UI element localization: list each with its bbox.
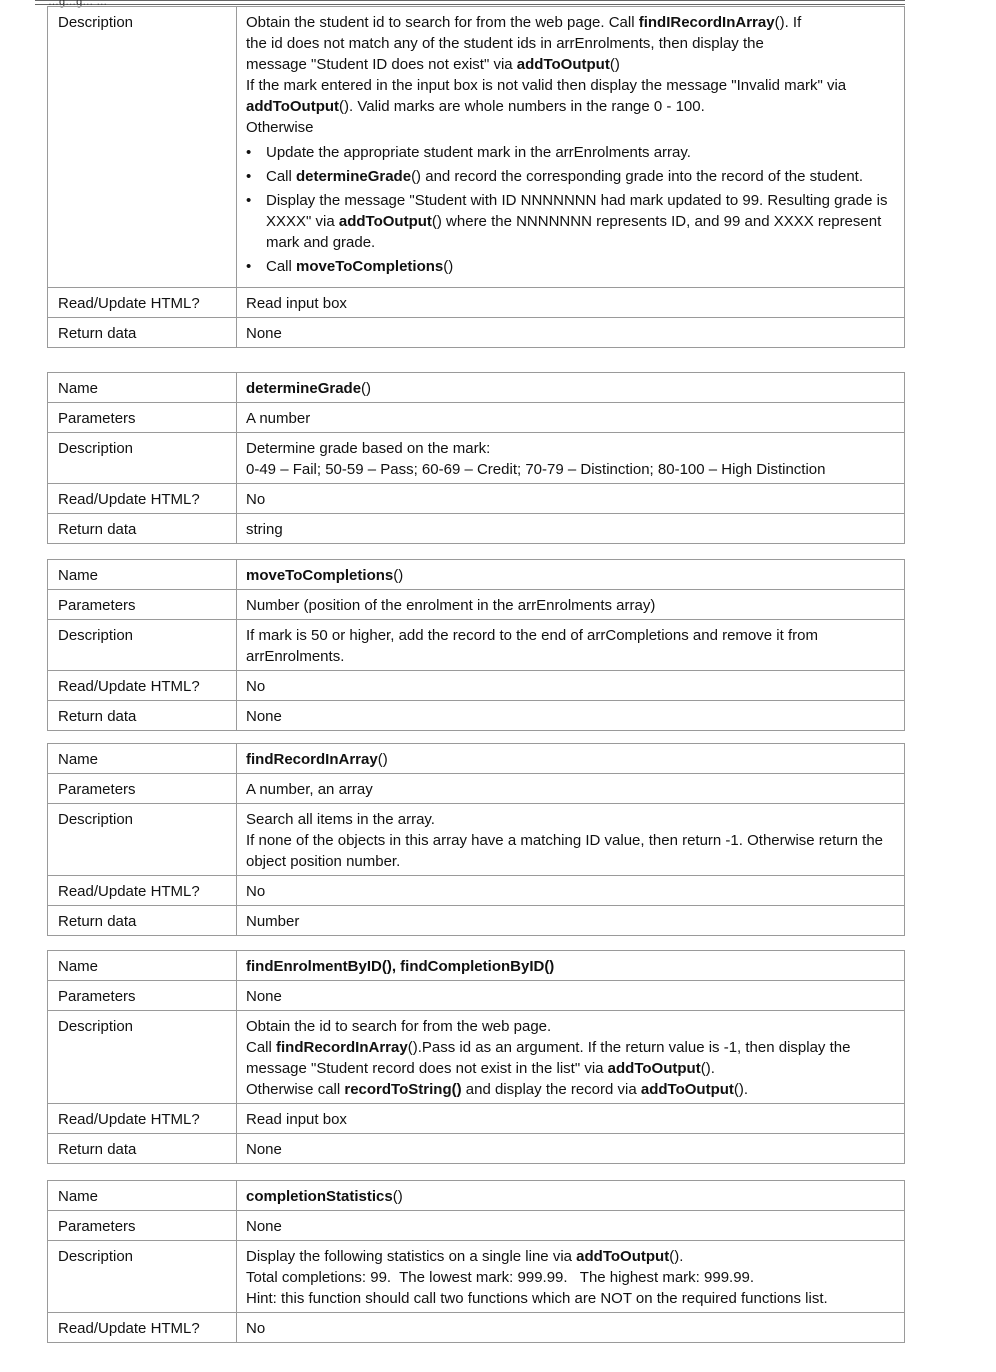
description-line — [246, 1037, 896, 1079]
function-ref: addToOutput — [516, 56, 610, 73]
spec-table-move-to-completions — [47, 559, 905, 731]
description-text-part: () and record the corresponding grade into the record of the student. — [411, 168, 864, 185]
description-line: Search all items in the array. — [246, 811, 435, 828]
description-cell — [237, 1011, 905, 1104]
cut-off-heading: …g…g… … — [48, 0, 108, 8]
bullet-item — [246, 190, 896, 253]
table-row — [48, 981, 905, 1011]
description-line — [246, 117, 896, 138]
function-name-parens: () — [361, 380, 372, 397]
description-text-part: Update the appropriate student mark in the arrEnrolments array. — [266, 144, 691, 161]
description-bullets — [246, 142, 896, 277]
description-text-part: Obtain the id to search for from the web page. — [246, 1018, 552, 1035]
table-row — [48, 1134, 905, 1164]
function-name — [237, 560, 905, 590]
table-row — [48, 620, 905, 671]
function-ref: addToOutput — [576, 1248, 670, 1265]
function-ref: addToOutput — [338, 213, 432, 230]
spec-table-determine-grade — [47, 372, 905, 544]
table-row — [48, 7, 905, 288]
row-label-description: Description — [48, 804, 237, 876]
table-row — [48, 671, 905, 701]
table-row — [48, 590, 905, 620]
description-text-part: Otherwise — [246, 119, 314, 136]
spec-table-update-mark — [47, 6, 905, 348]
function-ref: findIRecordInArray — [638, 14, 775, 31]
function-name-parens: () — [392, 1188, 403, 1205]
row-label-return-data: Return data — [48, 514, 237, 544]
description-text-part: () — [443, 258, 454, 275]
function-name-bold: findEnrolmentByID(), findCompletionByID() — [246, 958, 555, 975]
description-text-part: () where the NNNNNNN represents ID, and 99 and XXXX represent mark and grade. — [266, 213, 882, 251]
row-label-description: Description — [48, 7, 237, 288]
row-label-description: Description — [48, 1011, 237, 1104]
description-text-part: (). — [669, 1248, 684, 1265]
spec-table-find-by-id — [47, 950, 905, 1164]
table-row — [48, 318, 905, 348]
table-row — [48, 373, 905, 403]
row-label-parameters: Parameters — [48, 981, 237, 1011]
table-row — [48, 560, 905, 590]
table-row — [48, 876, 905, 906]
table-row — [48, 403, 905, 433]
function-ref: addToOutput — [246, 98, 340, 115]
function-ref: determineGrade — [296, 168, 412, 185]
description-cell — [237, 7, 905, 288]
read-update-value: No — [237, 671, 905, 701]
description-text — [246, 1016, 896, 1100]
function-ref: addToOutput — [607, 1060, 701, 1077]
parameters-value: None — [237, 1211, 905, 1241]
row-label-description: Description — [48, 620, 237, 671]
description-line — [246, 54, 896, 75]
row-label-return-data: Return data — [48, 906, 237, 936]
description-text-part: (). — [733, 1081, 749, 1098]
function-name — [237, 1181, 905, 1211]
description-text-part: and display the record via — [461, 1081, 641, 1098]
description-text-part: Otherwise call — [246, 1081, 345, 1098]
description-text: If mark is 50 or higher, add the record to the end of arrCompletions and remove it from arrEnrolments. — [237, 620, 905, 671]
description-text-part: (). — [700, 1060, 715, 1077]
parameters-value: None — [237, 981, 905, 1011]
parameters-value: A number — [237, 403, 905, 433]
description-cell — [237, 433, 905, 484]
description-cell — [237, 804, 905, 876]
function-ref: recordToString() — [344, 1081, 462, 1098]
description-text-part: the id does not match any of the student ids in arrEnrolments, then display the — [246, 35, 764, 52]
grade-ranges: 0-49 – Fail; 50-59 – Pass; 60-69 – Credit; 70-79 – Distinction; 80-100 – High Distinction — [246, 461, 826, 478]
read-update-value: No — [237, 484, 905, 514]
description-text-part: If the mark entered in the input box is not valid then display the message "Invalid mark" via — [246, 77, 847, 94]
row-label-return-data: Return data — [48, 1134, 237, 1164]
table-row — [48, 288, 905, 318]
description-line: If none of the objects in this array have a matching ID value, then return -1. Otherwise return the object position number. — [246, 832, 884, 870]
row-label-name: Name — [48, 744, 237, 774]
description-text — [246, 12, 896, 138]
description-text-part: (). Valid marks are whole numbers in the range 0 - 100. — [339, 98, 705, 115]
row-label-name: Name — [48, 1181, 237, 1211]
function-ref: findRecordInArray — [276, 1039, 408, 1056]
table-row — [48, 1211, 905, 1241]
function-name-bold: findRecordInArray — [246, 751, 378, 768]
table-row — [48, 484, 905, 514]
description-line — [246, 1079, 896, 1100]
table-row — [48, 744, 905, 774]
row-label-parameters: Parameters — [48, 590, 237, 620]
description-text-part: Obtain the student id to search for from the web page. Call — [246, 14, 639, 31]
function-name-parens: () — [393, 567, 404, 584]
read-update-value: No — [237, 1313, 905, 1343]
hint-line: Hint: this function should call two functions which are NOT on the required functions list. — [246, 1290, 828, 1307]
statistics-format-line: Total completions: 99. The lowest mark: 999.99. The highest mark: 999.99. — [246, 1269, 755, 1286]
table-row — [48, 1313, 905, 1343]
row-label-parameters: Parameters — [48, 1211, 237, 1241]
return-data-value: string — [237, 514, 905, 544]
function-name — [237, 373, 905, 403]
bullet-item — [246, 256, 896, 277]
row-label-description: Description — [48, 1241, 237, 1313]
description-text-part: message "Student ID does not exist" via — [246, 56, 517, 73]
row-label-read-update: Read/Update HTML? — [48, 288, 237, 318]
return-data-value: None — [237, 318, 905, 348]
row-label-name: Name — [48, 373, 237, 403]
row-label-return-data: Return data — [48, 318, 237, 348]
table-row — [48, 701, 905, 731]
row-label-parameters: Parameters — [48, 774, 237, 804]
bullet-item — [246, 142, 896, 163]
description-text-part: ().Pass id as an argument. If the return value is -1, then display the message "Student record does not exist in the list" via — [246, 1039, 851, 1077]
row-label-read-update: Read/Update HTML? — [48, 1313, 237, 1343]
table-row — [48, 951, 905, 981]
description-text-part: Call — [266, 168, 297, 185]
description-text-part: () — [609, 56, 620, 73]
spec-table-completion-statistics — [47, 1180, 905, 1343]
description-line — [246, 1246, 896, 1267]
row-label-description: Description — [48, 433, 237, 484]
table-row — [48, 514, 905, 544]
function-ref: addToOutput — [640, 1081, 734, 1098]
table-row — [48, 1104, 905, 1134]
row-label-name: Name — [48, 560, 237, 590]
function-name — [237, 951, 905, 981]
function-name-bold: determineGrade — [246, 380, 362, 397]
parameters-value: A number, an array — [237, 774, 905, 804]
spec-table-find-record-in-array — [47, 743, 905, 936]
row-label-read-update: Read/Update HTML? — [48, 671, 237, 701]
description-text-part: Display the following statistics on a single line via — [246, 1248, 577, 1265]
description-text-part: (). If — [774, 14, 802, 31]
row-label-return-data: Return data — [48, 701, 237, 731]
function-ref: moveToCompletions — [296, 258, 444, 275]
function-name-parens: () — [377, 751, 388, 768]
table-row — [48, 1011, 905, 1104]
top-page-border — [35, 0, 905, 8]
table-row — [48, 1181, 905, 1211]
return-data-value: None — [237, 701, 905, 731]
description-text-part: Display the message "Student with ID NNNNNNN had mark updated to 99. Resulting grade is XXXX" via — [266, 192, 888, 230]
read-update-value: Read input box — [237, 288, 905, 318]
parameters-value: Number (position of the enrolment in the arrEnrolments array) — [237, 590, 905, 620]
description-line — [246, 1016, 896, 1037]
table-row — [48, 433, 905, 484]
bullet-item — [246, 166, 896, 187]
read-update-value: Read input box — [237, 1104, 905, 1134]
row-label-name: Name — [48, 951, 237, 981]
description-line — [246, 33, 896, 54]
row-label-read-update: Read/Update HTML? — [48, 876, 237, 906]
return-data-value: Number — [237, 906, 905, 936]
description-text-part: Call — [266, 258, 297, 275]
function-name — [237, 744, 905, 774]
description-text-part: Call — [246, 1039, 277, 1056]
row-label-parameters: Parameters — [48, 403, 237, 433]
description-cell — [237, 1241, 905, 1313]
row-label-read-update: Read/Update HTML? — [48, 484, 237, 514]
table-row — [48, 774, 905, 804]
table-row — [48, 1241, 905, 1313]
description-line — [246, 75, 896, 96]
return-data-value: None — [237, 1134, 905, 1164]
function-name-bold: moveToCompletions — [246, 567, 394, 584]
description-line — [246, 96, 896, 117]
table-row — [48, 804, 905, 876]
row-label-read-update: Read/Update HTML? — [48, 1104, 237, 1134]
description-line — [246, 12, 896, 33]
table-row — [48, 906, 905, 936]
function-name-bold: completionStatistics — [246, 1188, 393, 1205]
description-line: Determine grade based on the mark: — [246, 440, 491, 457]
read-update-value: No — [237, 876, 905, 906]
